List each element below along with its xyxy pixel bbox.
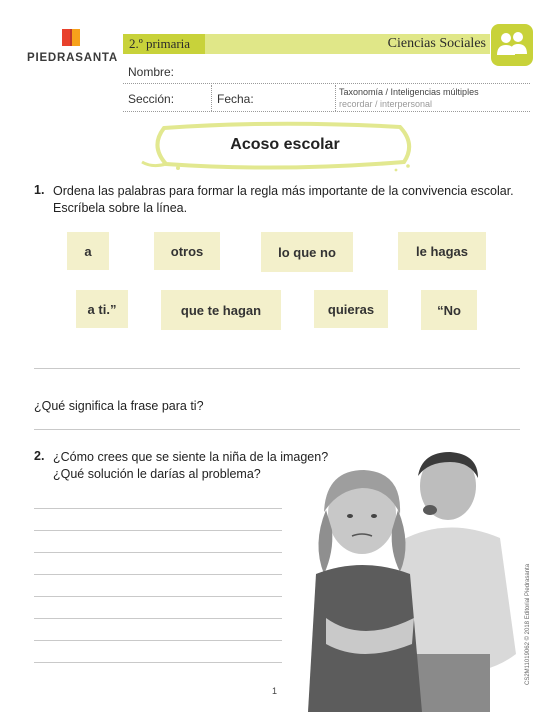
grade-label: 2.º primaria bbox=[129, 36, 191, 51]
question-number: 2. bbox=[34, 449, 45, 463]
meaning-question: ¿Qué significa la frase para ti? bbox=[34, 399, 204, 413]
question-number: 1. bbox=[34, 183, 45, 197]
date-label: Fecha: bbox=[217, 92, 254, 106]
question-1-text: Ordena las palabras para formar la regla más importante de la convivencia escolar. bbox=[53, 184, 514, 198]
writing-line[interactable] bbox=[34, 552, 282, 553]
answer-line[interactable] bbox=[34, 429, 520, 430]
section-label: Sección: bbox=[128, 92, 175, 106]
writing-line[interactable] bbox=[34, 640, 282, 641]
writing-line[interactable] bbox=[34, 530, 282, 531]
writing-line[interactable] bbox=[34, 618, 282, 619]
question-2-text: ¿Qué solución le darías al problema? bbox=[53, 467, 261, 481]
word-card[interactable]: lo que no bbox=[261, 232, 353, 272]
writing-line[interactable] bbox=[34, 596, 282, 597]
word-card[interactable]: le hagas bbox=[398, 232, 486, 270]
copyright-credit bbox=[521, 555, 533, 685]
taxonomy-label: Taxonomía / Inteligencias múltiples bbox=[339, 87, 479, 97]
question-1-text: Escríbela sobre la línea. bbox=[53, 201, 188, 215]
children-photo bbox=[290, 448, 522, 712]
divider bbox=[211, 85, 212, 111]
word-card[interactable]: que te hagan bbox=[161, 290, 281, 330]
page-title: Acoso escolar bbox=[230, 136, 340, 153]
writing-line[interactable] bbox=[34, 574, 282, 575]
people-icon bbox=[491, 24, 533, 66]
name-label: Nombre: bbox=[128, 65, 175, 79]
answer-line[interactable] bbox=[34, 368, 520, 369]
word-card[interactable]: a bbox=[67, 232, 109, 270]
word-card[interactable]: “No bbox=[421, 290, 477, 330]
brand-name: PIEDRASANTA bbox=[27, 52, 119, 64]
word-card[interactable]: a ti.” bbox=[76, 290, 128, 328]
question-2-text: ¿Cómo crees que se siente la niña de la imagen? bbox=[53, 450, 329, 464]
name-line bbox=[123, 83, 530, 84]
word-card[interactable]: quieras bbox=[314, 290, 388, 328]
word-card[interactable]: otros bbox=[154, 232, 220, 270]
writing-line[interactable] bbox=[34, 662, 282, 663]
section-line bbox=[123, 111, 530, 112]
page-number: 1 bbox=[272, 686, 278, 696]
subject-label: Ciencias Sociales bbox=[387, 36, 486, 51]
book-logo-icon bbox=[60, 26, 84, 50]
copyright-text: CS2M11019062 © 2018 Editorial Piedrasanta bbox=[525, 563, 531, 685]
taxonomy-values: recordar / interpersonal bbox=[339, 99, 433, 109]
writing-line[interactable] bbox=[34, 508, 282, 509]
divider bbox=[335, 85, 336, 111]
